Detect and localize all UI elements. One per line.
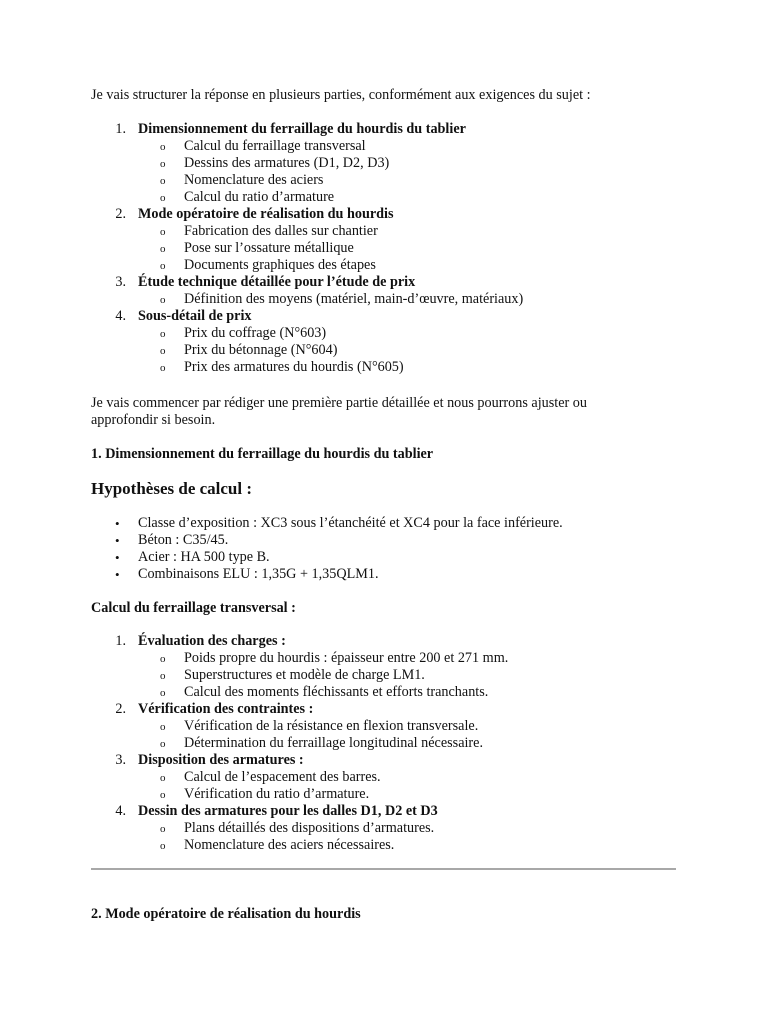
sub-bullet-icon: o [160, 226, 166, 238]
sub-bullet-icon: o [160, 158, 166, 170]
list-item-title: Dessin des armatures pour les dalles D1, D2 et D3 [138, 803, 438, 819]
list-item-title: Évaluation des charges : [138, 633, 286, 649]
list-number: 2. [115, 701, 126, 717]
sub-bullet-icon: o [160, 721, 166, 733]
sub-bullet-icon: o [160, 345, 166, 357]
paragraph-line: approfondir si besoin. [91, 412, 216, 428]
sub-bullet-icon: o [160, 192, 166, 204]
paragraph-line: Je vais commencer par rédiger une première partie détaillée et nous pourrons ajuster ou [91, 395, 587, 411]
sub-list-item: Calcul du ratio d’armature [184, 189, 335, 205]
list-number: 1. [115, 633, 126, 649]
list-number: 4. [115, 803, 126, 819]
sub-bullet-icon: o [160, 328, 166, 340]
list-number: 3. [115, 274, 126, 290]
sub-bullet-icon: o [160, 823, 166, 835]
sub-list-item: Prix du bétonnage (N°604) [184, 342, 338, 358]
bullet-icon: • [115, 533, 120, 548]
section-heading: 1. Dimensionnement du ferraillage du hourdis du tablier [91, 446, 434, 462]
section-heading: 2. Mode opératoire de réalisation du hourdis [91, 906, 361, 922]
sub-list-item: Détermination du ferraillage longitudinal nécessaire. [184, 735, 484, 751]
sub-list-item: Documents graphiques des étapes [184, 257, 376, 273]
sub-list-item: Calcul des moments fléchissants et efforts tranchants. [184, 684, 489, 700]
list-item-title: Sous-détail de prix [138, 308, 252, 324]
sub-list-item: Pose sur l’ossature métallique [184, 240, 354, 256]
sub-bullet-icon: o [160, 653, 166, 665]
sub-bullet-icon: o [160, 362, 166, 374]
list-item-title: Disposition des armatures : [138, 752, 304, 768]
sub-bullet-icon: o [160, 738, 166, 750]
sub-bullet-icon: o [160, 772, 166, 784]
sub-list-item: Calcul du ferraillage transversal [184, 138, 366, 154]
bullet-icon: • [115, 516, 120, 531]
list-item-title: Vérification des contraintes : [138, 701, 314, 717]
sub-list-item: Vérification du ratio d’armature. [184, 786, 370, 802]
sub-bullet-icon: o [160, 670, 166, 682]
sub-list-item: Nomenclature des aciers nécessaires. [184, 837, 395, 853]
subsection-heading: Calcul du ferraillage transversal : [91, 600, 296, 616]
sub-bullet-icon: o [160, 840, 166, 852]
list-item-title: Dimensionnement du ferraillage du hourdis du tablier [138, 121, 466, 137]
list-item: Combinaisons ELU : 1,35G + 1,35QLM1. [138, 566, 379, 582]
subsection-heading: Hypothèses de calcul : [91, 479, 253, 498]
sub-list-item: Poids propre du hourdis : épaisseur entre 200 et 271 mm. [184, 650, 509, 666]
sub-bullet-icon: o [160, 260, 166, 272]
list-item-title: Mode opératoire de réalisation du hourdis [138, 206, 394, 222]
sub-list-item: Dessins des armatures (D1, D2, D3) [184, 155, 390, 171]
sub-bullet-icon: o [160, 141, 166, 153]
sub-bullet-icon: o [160, 175, 166, 187]
sub-list-item: Calcul de l’espacement des barres. [184, 769, 381, 785]
sub-list-item: Nomenclature des aciers [184, 172, 324, 188]
sub-list-item: Superstructures et modèle de charge LM1. [184, 667, 425, 683]
horizontal-divider [91, 868, 676, 870]
list-number: 1. [115, 121, 126, 137]
sub-bullet-icon: o [160, 294, 166, 306]
list-item: Classe d’exposition : XC3 sous l’étanchéité et XC4 pour la face inférieure. [138, 515, 563, 531]
bullet-icon: • [115, 550, 120, 565]
list-item: Béton : C35/45. [138, 532, 229, 548]
list-item-title: Étude technique détaillée pour l’étude de prix [138, 274, 416, 290]
sub-bullet-icon: o [160, 243, 166, 255]
sub-bullet-icon: o [160, 789, 166, 801]
list-number: 3. [115, 752, 126, 768]
sub-list-item: Vérification de la résistance en flexion transversale. [184, 718, 479, 734]
intro-paragraph: Je vais structurer la réponse en plusieurs parties, conformément aux exigences du sujet : [91, 87, 591, 103]
list-number: 2. [115, 206, 126, 222]
list-number: 4. [115, 308, 126, 324]
list-item: Acier : HA 500 type B. [138, 549, 270, 565]
sub-list-item: Définition des moyens (matériel, main-d’œuvre, matériaux) [184, 291, 524, 307]
sub-list-item: Plans détaillés des dispositions d’armatures. [184, 820, 435, 836]
sub-bullet-icon: o [160, 687, 166, 699]
bullet-icon: • [115, 567, 120, 582]
sub-list-item: Prix du coffrage (N°603) [184, 325, 327, 341]
sub-list-item: Fabrication des dalles sur chantier [184, 223, 378, 239]
sub-list-item: Prix des armatures du hourdis (N°605) [184, 359, 404, 375]
